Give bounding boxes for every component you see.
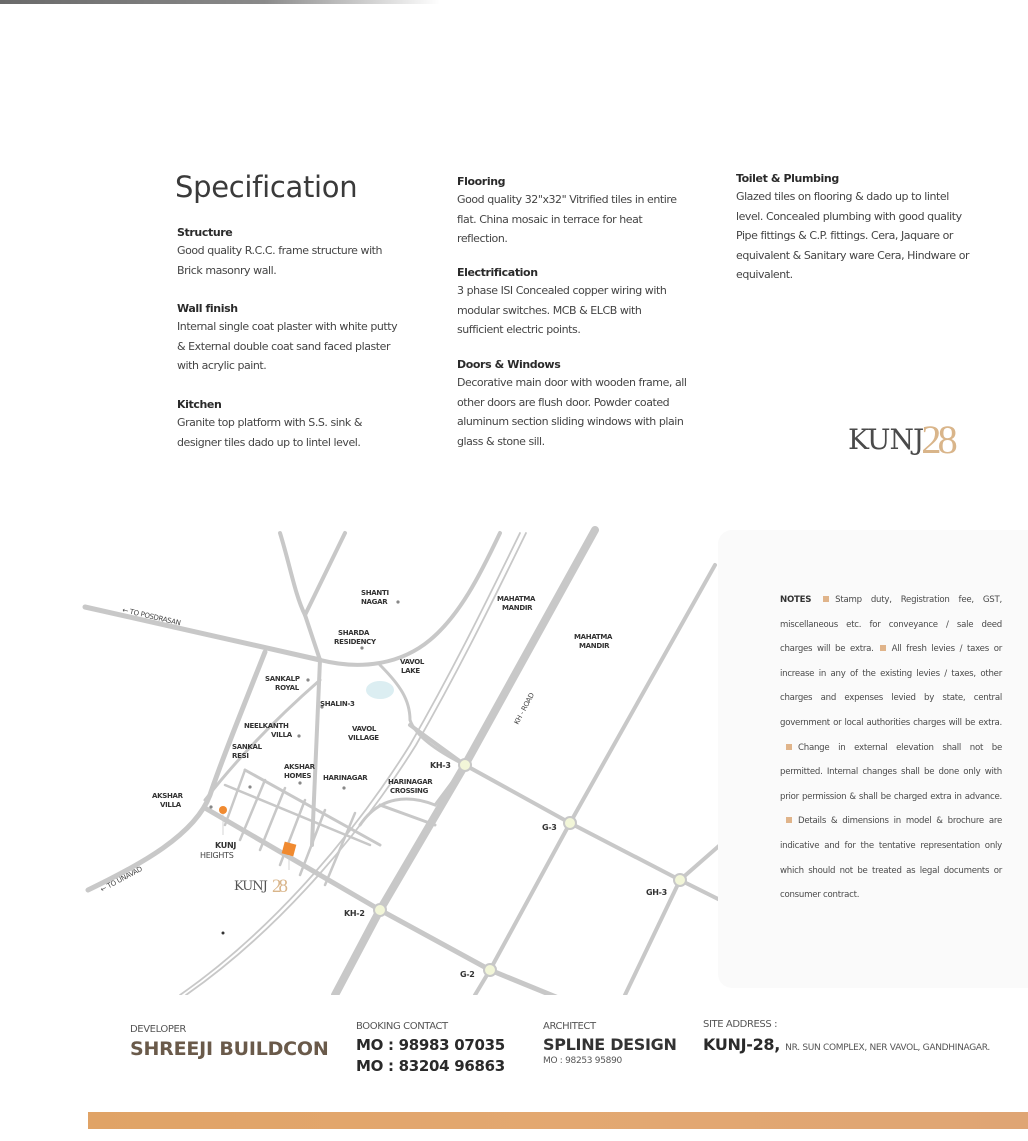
- svg-text:KUNJ: KUNJ: [234, 879, 267, 894]
- note-item: Details & dimensions in model & brochure are indicative and for the tentative representation only which should not be treated as legal documents or consumer contract.: [780, 816, 1002, 901]
- road-to-unavad: [88, 652, 265, 890]
- spec-toilet-plumbing: [736, 172, 976, 285]
- logo-number: 28: [921, 417, 954, 462]
- road-sankal: [205, 680, 320, 800]
- svg-text:← TO POSDRASAN: ← TO POSDRASAN: [121, 606, 182, 628]
- svg-text:KH-2: KH-2: [344, 909, 365, 918]
- spec-body: 3 phase ISI Concealed copper wiring with modular switches. MCB & ELCB with sufficient electric points.: [457, 284, 667, 336]
- footer-developer: [130, 1024, 329, 1060]
- spec-electrification: [457, 266, 697, 340]
- architect-name: SPLINE DESIGN: [543, 1035, 677, 1054]
- svg-text:GH-3: GH-3: [646, 888, 667, 897]
- booking-phone-2[interactable]: MO : 83204 96863: [356, 1057, 505, 1075]
- kunj28-logo: [848, 412, 954, 462]
- road-gh-diagonal: [625, 845, 720, 995]
- map-kunj28-logo: [234, 876, 288, 897]
- architect-label: ARCHITECT: [543, 1021, 596, 1032]
- svg-text:HOMES: HOMES: [284, 772, 312, 780]
- svg-text:KH - ROAD: KH - ROAD: [512, 691, 536, 726]
- spec-wall-finish: [177, 302, 417, 376]
- spec-heading: Wall finish: [177, 302, 238, 315]
- spec-body: Granite top platform with S.S. sink & designer tiles dado up to lintel level.: [177, 416, 362, 449]
- svg-text:← TO UNAVAD: ← TO UNAVAD: [99, 865, 144, 894]
- footer-architect: [543, 1021, 677, 1066]
- svg-text:CROSSING: CROSSING: [390, 787, 429, 795]
- spec-heading: Structure: [177, 226, 233, 239]
- logo-word: KUNJ: [848, 423, 924, 456]
- spec-heading: Doors & Windows: [457, 358, 561, 371]
- svg-text:MAHATMA: MAHATMA: [497, 595, 536, 603]
- svg-text:HARINAGAR: HARINAGAR: [323, 774, 368, 782]
- spec-body: Good quality R.C.C. frame structure with Brick masonry wall.: [177, 244, 383, 277]
- footer-site-address: [703, 1019, 990, 1054]
- scan-edge-shadow: [0, 0, 440, 4]
- svg-text:MANDIR: MANDIR: [502, 604, 533, 612]
- spec-heading: Electrification: [457, 266, 538, 279]
- svg-text:NAGAR: NAGAR: [361, 598, 388, 606]
- svg-text:SHALIN-3: SHALIN-3: [320, 700, 355, 708]
- developer-name: SHREEJI BUILDCON: [130, 1038, 329, 1060]
- spec-body: Glazed tiles on flooring & dado up to lintel level. Concealed plumbing with good quality Pipe fittings & C.P. fittings. Cera, Jaquare or equivalent & Sanitary ware Cera, Hindware or equivalent.: [736, 190, 970, 281]
- svg-text:G-2: G-2: [460, 970, 475, 979]
- svg-text:VILLA: VILLA: [271, 731, 292, 739]
- svg-text:VAVOL: VAVOL: [400, 658, 425, 666]
- spec-body: Internal single coat plaster with white putty & External double coat sand faced plaster with acrylic paint.: [177, 320, 398, 372]
- location-map: [80, 525, 720, 995]
- kunj-heights-marker: [219, 806, 227, 814]
- road-to-posdrasan: [85, 607, 320, 660]
- site-name: KUNJ-28,: [703, 1035, 781, 1054]
- accent-bar: [88, 1112, 1028, 1129]
- architect-phone[interactable]: MO : 98253 95890: [543, 1056, 622, 1066]
- spec-heading: Flooring: [457, 175, 506, 188]
- svg-text:KH-3: KH-3: [430, 761, 451, 770]
- road-kh3-g3-gh3: [410, 725, 720, 900]
- developer-label: DEVELOPER: [130, 1024, 186, 1035]
- booking-phone-1[interactable]: MO : 98983 07035: [356, 1036, 505, 1054]
- svg-text:VILLAGE: VILLAGE: [348, 734, 379, 742]
- svg-text:VAVOL: VAVOL: [352, 725, 377, 733]
- bullet-icon: [880, 645, 886, 651]
- spec-kitchen: [177, 398, 417, 452]
- svg-text:SANKALP: SANKALP: [265, 675, 300, 683]
- notes-label: NOTES: [780, 595, 812, 605]
- page-title: Specification: [175, 170, 358, 204]
- svg-text:LAKE: LAKE: [401, 667, 420, 675]
- svg-text:HEIGHTS: HEIGHTS: [200, 851, 234, 860]
- note-item: All fresh levies / taxes or increase in any of the existing levies / taxes, other charges and expenses levied by state, central government or local authorities charges will be extra.: [780, 644, 1003, 728]
- svg-text:AKSHAR: AKSHAR: [152, 792, 183, 800]
- footer-booking: [356, 1021, 505, 1077]
- bullet-icon: [786, 744, 792, 750]
- bullet-icon: [823, 596, 829, 602]
- svg-text:SHARDA: SHARDA: [338, 629, 370, 637]
- svg-text:MANDIR: MANDIR: [579, 642, 610, 650]
- svg-text:ROYAL: ROYAL: [275, 684, 299, 692]
- site-address-label: SITE ADDRESS :: [703, 1019, 778, 1030]
- svg-text:RESI: RESI: [232, 752, 249, 760]
- note-item: Stamp duty, Registration fee, GST, miscellaneous etc. for conveyance / sale deed charges will be extra.: [780, 595, 1002, 655]
- note-item: Change in external elevation shall not be permitted. Internal changes shall be done only with prior permission & shall be charged extra in advance.: [780, 742, 1002, 802]
- svg-text:SHANTI: SHANTI: [361, 589, 389, 597]
- svg-text:MAHATMA: MAHATMA: [574, 633, 613, 641]
- svg-text:NEELKANTH: NEELKANTH: [244, 722, 289, 730]
- svg-text:VILLA: VILLA: [160, 801, 181, 809]
- booking-label: BOOKING CONTACT: [356, 1021, 448, 1032]
- spec-structure: [177, 226, 417, 280]
- svg-text:SANKAL: SANKAL: [232, 743, 262, 751]
- map-svg: [80, 525, 720, 995]
- spec-body: Good quality 32"x32" Vitrified tiles in entire flat. China mosaic in terrace for heat reflection.: [457, 193, 677, 245]
- svg-text:KUNJ: KUNJ: [215, 841, 237, 850]
- spec-flooring: [457, 175, 697, 249]
- spec-body: Decorative main door with wooden frame, all other doors are flush door. Powder coated aluminum section sliding windows with plain glass & stone sill.: [457, 376, 687, 448]
- spec-heading: Toilet & Plumbing: [736, 172, 839, 185]
- bullet-icon: [786, 817, 792, 823]
- spec-doors-windows: [457, 358, 697, 451]
- svg-text:28: 28: [272, 876, 285, 897]
- svg-text:G-3: G-3: [542, 823, 557, 832]
- notes-text: [780, 588, 1002, 908]
- road-kh2-horizontal: [205, 808, 600, 995]
- road-g-diagonal: [475, 565, 715, 995]
- vavol-lake: [366, 681, 394, 699]
- svg-text:AKSHAR: AKSHAR: [284, 763, 315, 771]
- site-address: NR. SUN COMPLEX, NER VAVOL, GANDHINAGAR.: [785, 1043, 990, 1053]
- svg-text:RESIDENCY: RESIDENCY: [334, 638, 376, 646]
- svg-text:HARINAGAR: HARINAGAR: [388, 778, 433, 786]
- road-north-2: [305, 533, 345, 615]
- spec-heading: Kitchen: [177, 398, 222, 411]
